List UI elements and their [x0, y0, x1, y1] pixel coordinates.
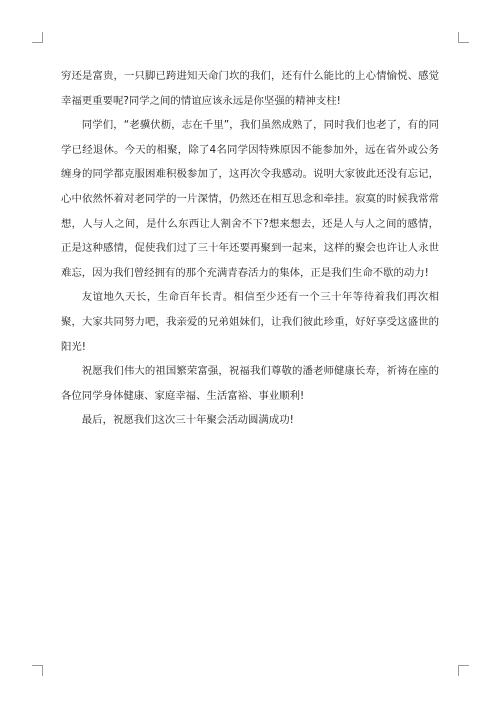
- paragraph-closing: 最后，祝愿我们这次三十年聚会活动圆满成功!: [81, 414, 294, 427]
- paragraph-friendship: 友谊地久天长，生命百年长青。相信至少还有一个三十年等待着我们再次相聚，大家共同努力吧，我亲爱的兄弟姐妹们，让我们彼此珍重，好好享受这盛世的阳光!: [61, 291, 439, 353]
- paragraph-continued: 穷还是富贵，一只脚已跨进知天命门坎的我们，还有什么能比的上心情愉悦、感觉幸福更重要呢?同学之间的情谊应该永远是你坚强的精神支柱!: [61, 70, 439, 107]
- document-body: [61, 64, 439, 433]
- crop-mark-bottom-left: [32, 665, 43, 676]
- paragraph-classmates: 同学们，“老骥伏枥，志在千里”，我们虽然成熟了，同时我们也老了，有的同学已经退休。今天的相聚，除了4名同学因特殊原因不能参加外，远在省外或公务缠身的同学都克服困难积极参加了，这再次令我感动。说明大家彼此还没有忘记，心中依然怀着对老同学的一片深情，仍然还在相互思念和牵挂。寂寞的时候我常常想，人与人之间，是什么东西让人割舍不下?想来想去，还是人与人之间的感情，正是这种感情，促使我们过了三十年还要再聚到一起来，这样的聚会也许让人永世难忘，因为我们曾经拥有的那个充满青春活力的集体，正是我们生命不歇的动力!: [61, 119, 439, 279]
- crop-mark-top-left: [32, 32, 43, 43]
- paragraph-wishes: 祝愿我们伟大的祖国繁荣富强，祝福我们尊敬的潘老师健康长寿，祈祷在座的各位同学身体健康、家庭幸福、生活富裕、事业顺利!: [61, 365, 439, 402]
- crop-mark-top-right: [458, 32, 469, 43]
- crop-mark-bottom-right: [458, 665, 469, 676]
